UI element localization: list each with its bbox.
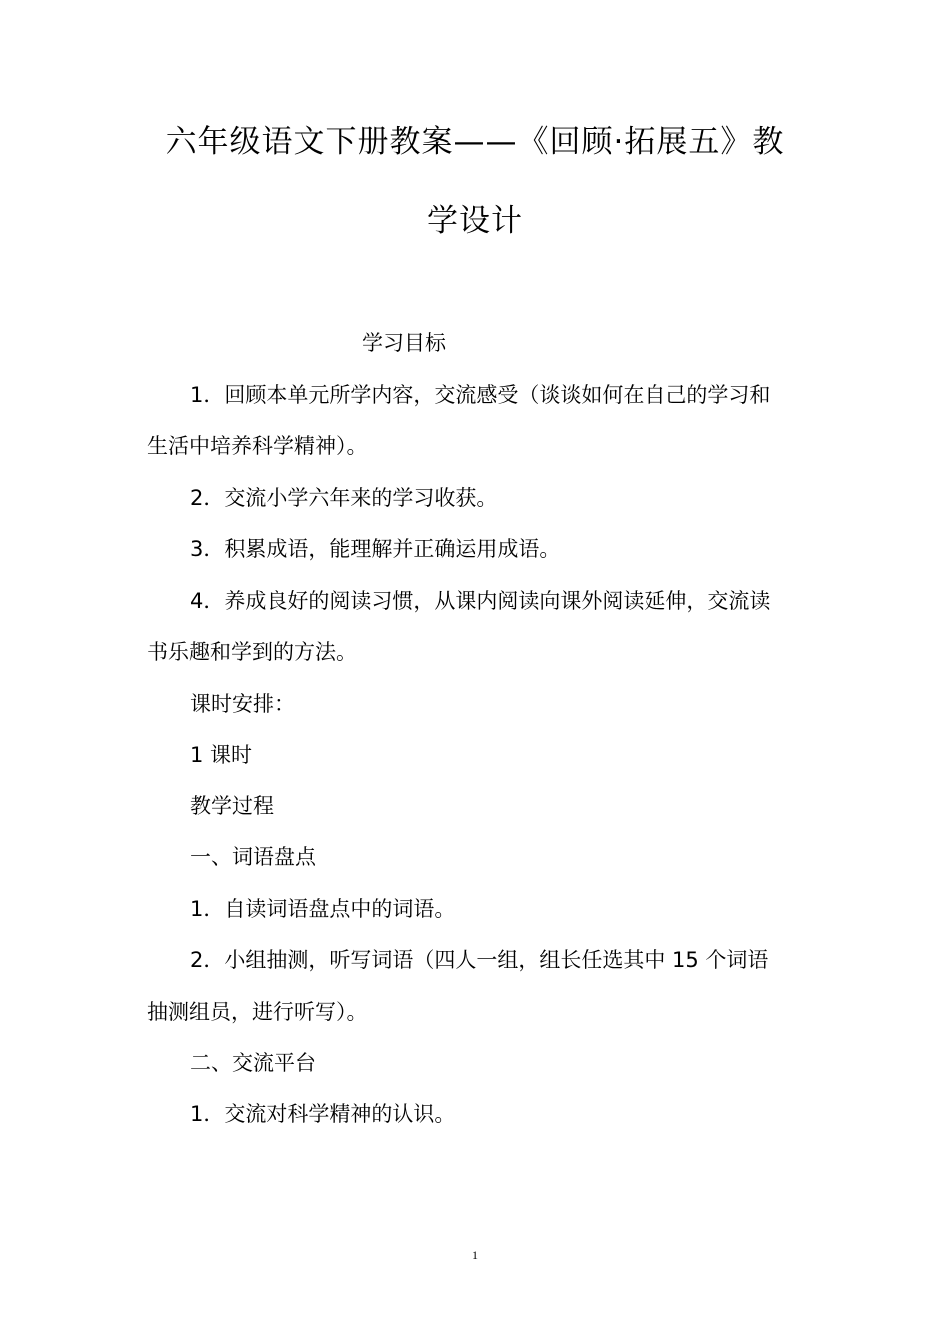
part1-item-2-line-1: 2．小组抽测，听写词语（四人一组，组长任选其中 15 个词语 [190,948,769,972]
part1-item-2-line-2: 抽测组员，进行听写）。 [147,1000,368,1024]
document-title-line-2: 学设计 [427,203,523,239]
part2-item-1: 1．交流对科学精神的认识。 [190,1102,456,1126]
objective-2: 2．交流小学六年来的学习收获。 [190,486,498,510]
part1-item-1: 1．自读词语盘点中的词语。 [190,897,456,921]
objective-4-line-2: 书乐趣和学到的方法。 [147,640,357,664]
part2-heading: 二、交流平台 [190,1051,316,1075]
page-number: 1 [472,1248,478,1262]
schedule-label: 课时安排： [190,692,295,716]
objective-1-line-2: 生活中培养科学精神）。 [147,434,368,458]
objective-4-line-1: 4．养成良好的阅读习惯，从课内阅读向课外阅读延伸，交流读 [190,589,771,613]
process-label: 教学过程 [190,794,274,818]
schedule-value: 1 课时 [190,743,253,767]
part1-heading: 一、词语盘点 [190,845,316,869]
objective-3: 3．积累成语，能理解并正确运用成语。 [190,537,561,561]
section-heading-objectives: 学习目标 [362,331,446,355]
objective-1-line-1: 1．回顾本单元所学内容，交流感受（谈谈如何在自己的学习和 [190,383,771,407]
document-title-line-1: 六年级语文下册教案——《回顾·拓展五》教 [165,124,785,160]
